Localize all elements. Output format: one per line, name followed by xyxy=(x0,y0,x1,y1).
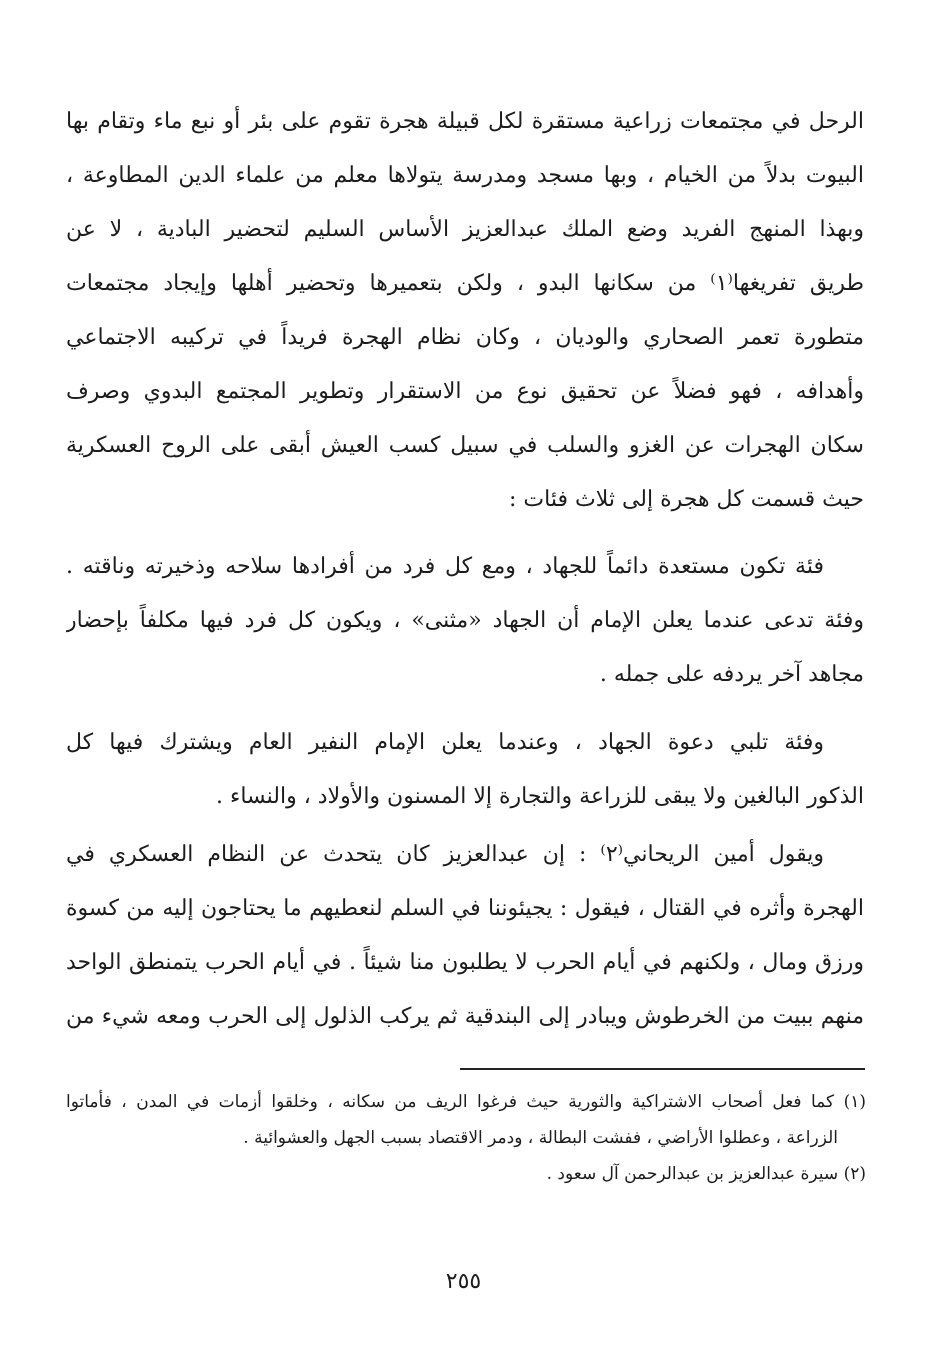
text-line: وفئة تلبي دعوة الجهاد ، وعندما يعلن الإمام النفير العام ويشترك فيها كل xyxy=(66,730,824,755)
paragraph-rihani-quote xyxy=(66,828,864,1044)
text-line: حيث قسمت كل هجرة إلى ثلاث فئات : xyxy=(509,487,864,512)
text-line: طريق تفريغها⁽١⁾ من سكانها البدو ، ولكن بتعميرها وتحضير أهلها وإيجاد مجتمعات xyxy=(66,271,864,296)
footnote-1-continuation: الزراعة ، وعطلوا الأراضي ، ففشت البطالة ، ودمر الاقتصاد بسبب الجهل والعشوائية . xyxy=(243,1128,838,1148)
text-line: الرحل في مجتمعات زراعية مستقرة لكل قبيلة هجرة تقوم على بئر أو نبع ماء وتقام بها xyxy=(66,109,864,134)
footnote-1: (١) كما فعل أصحاب الاشتراكية والثورية حيث فرغوا الريف من سكانه ، وخلقوا أزمات في المدن ، فأماتوا xyxy=(66,1092,866,1112)
footnote-2: (٢) سيرة عبدالعزيز بن عبدالرحمن آل سعود . xyxy=(546,1164,866,1184)
text-line: الهجرة وأثره في القتال ، فيقول : يجيئوننا في السلم لنعطيهم ما يحتاجون إليه من كسوة xyxy=(66,896,864,921)
text-line: وفئة تدعى عندما يعلن الإمام أن الجهاد «مثنى» ، ويكون كل فرد فيها مكلفاً بإحضار xyxy=(66,608,864,633)
text-line: الذكور البالغين ولا يبقى للزراعة والتجارة إلا المسنون والأولاد ، والنساء . xyxy=(215,784,864,809)
text-line: متطورة تعمر الصحاري والوديان ، وكان نظام الهجرة فريداً في تركيبه الاجتماعي xyxy=(66,325,864,350)
text-line: وبهذا المنهج الفريد وضع الملك عبدالعزيز الأساس السليم لتحضير البادية ، لا عن xyxy=(66,217,864,242)
text-line: سكان الهجرات عن الغزو والسلب في سبيل كسب العيش أبقى على الروح العسكرية xyxy=(66,433,864,458)
footnotes xyxy=(66,1084,866,1192)
paragraph-third-group xyxy=(66,716,864,824)
page-number: ٢٥٥ xyxy=(445,1269,482,1294)
text-line: ورزق ومال ، ولكنهم في أيام الحرب لا يطلبون منا شيئاً . في أيام الحرب يتمنطق الواحد xyxy=(66,950,864,975)
text-line: فئة تكون مستعدة دائماً للجهاد ، ومع كل فرد من أفرادها سلاحه وذخيرته وناقته . xyxy=(66,554,824,579)
paragraph-first-groups xyxy=(66,540,864,702)
text-line: منهم ببيت من الخرطوش ويبادر إلى البندقية ثم يركب الذلول إلى الحرب ومعه شيء من xyxy=(66,1004,864,1029)
text-line: البيوت بدلاً من الخيام ، وبها مسجد ومدرسة يتولاها معلم من علماء الدين المطاوعة ، xyxy=(66,163,864,188)
paragraph-hijra-intro xyxy=(66,95,864,527)
text-line: مجاهد آخر يردفه على جمله . xyxy=(599,662,864,687)
text-line: ويقول أمين الريحاني⁽٢⁾ : إن عبدالعزيز كان يتحدث عن النظام العسكري في xyxy=(66,842,824,867)
footnote-separator xyxy=(460,1068,865,1070)
text-line: وأهدافه ، فهو فضلاً عن تحقيق نوع من الاستقرار وتطوير المجتمع البدوي وصرف xyxy=(66,379,864,404)
